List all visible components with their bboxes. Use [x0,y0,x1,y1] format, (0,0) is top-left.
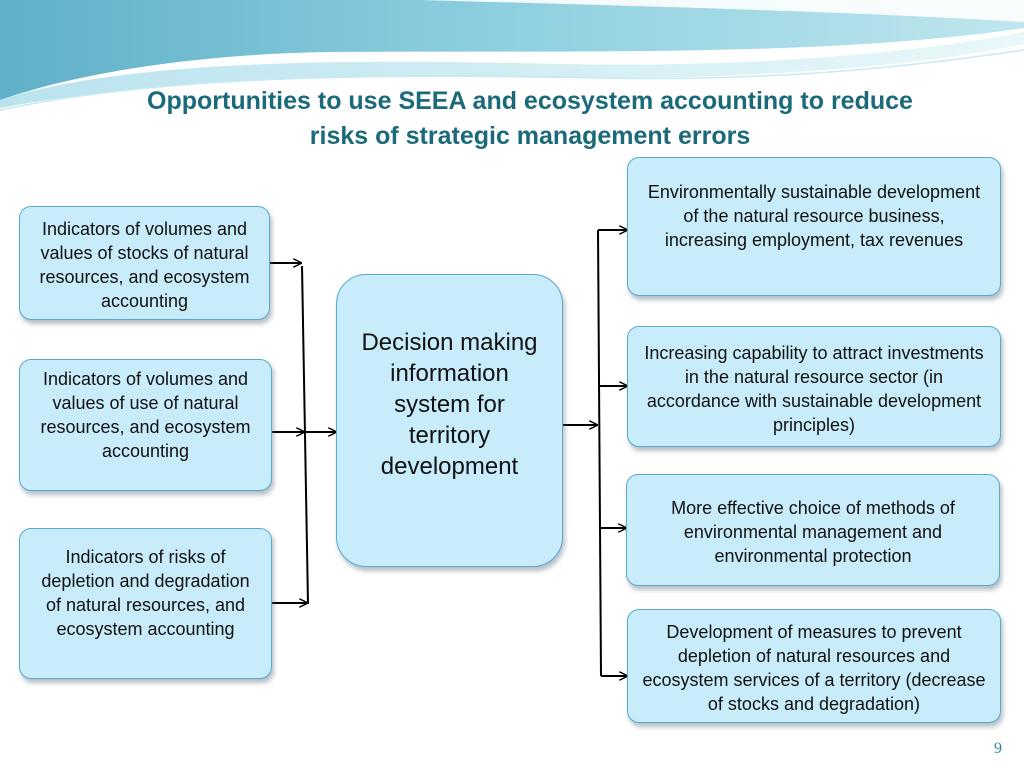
decision-making-system-box: Decision making information system for territory development [336,274,563,567]
output-box-depletion-prevention: Development of measures to prevent depletion of natural resources and ecosystem services of a territory (decrease of stocks and degradation) [627,609,1001,723]
input-box-stocks-indicators: Indicators of volumes and values of stocks of natural resources, and ecosystem accounting [19,206,270,320]
slide-title-line-1: Opportunities to use SEEA and ecosystem accounting to reduce [147,87,913,115]
input-box-use-indicators: Indicators of volumes and values of use of natural resources, and ecosystem accounting [19,359,272,491]
input-collector-line [302,266,308,604]
output-distributor-line [598,230,601,676]
output-box-sustainable-development: Environmentally sustainable development of the natural resource business, increasing employment, tax revenues [627,157,1001,296]
slide-title [60,84,1000,154]
output-box-investments: Increasing capability to attract investments in the natural resource sector (in accordance with sustainable development principles) [627,326,1001,447]
page-number: 9 [994,740,1002,757]
input-box-risk-indicators: Indicators of risks of depletion and degradation of natural resources, and ecosystem accounting [19,528,272,679]
output-box-environmental-management: More effective choice of methods of environmental management and environmental protection [626,474,1000,586]
slide-title-line-2: risks of strategic management errors [309,122,751,150]
